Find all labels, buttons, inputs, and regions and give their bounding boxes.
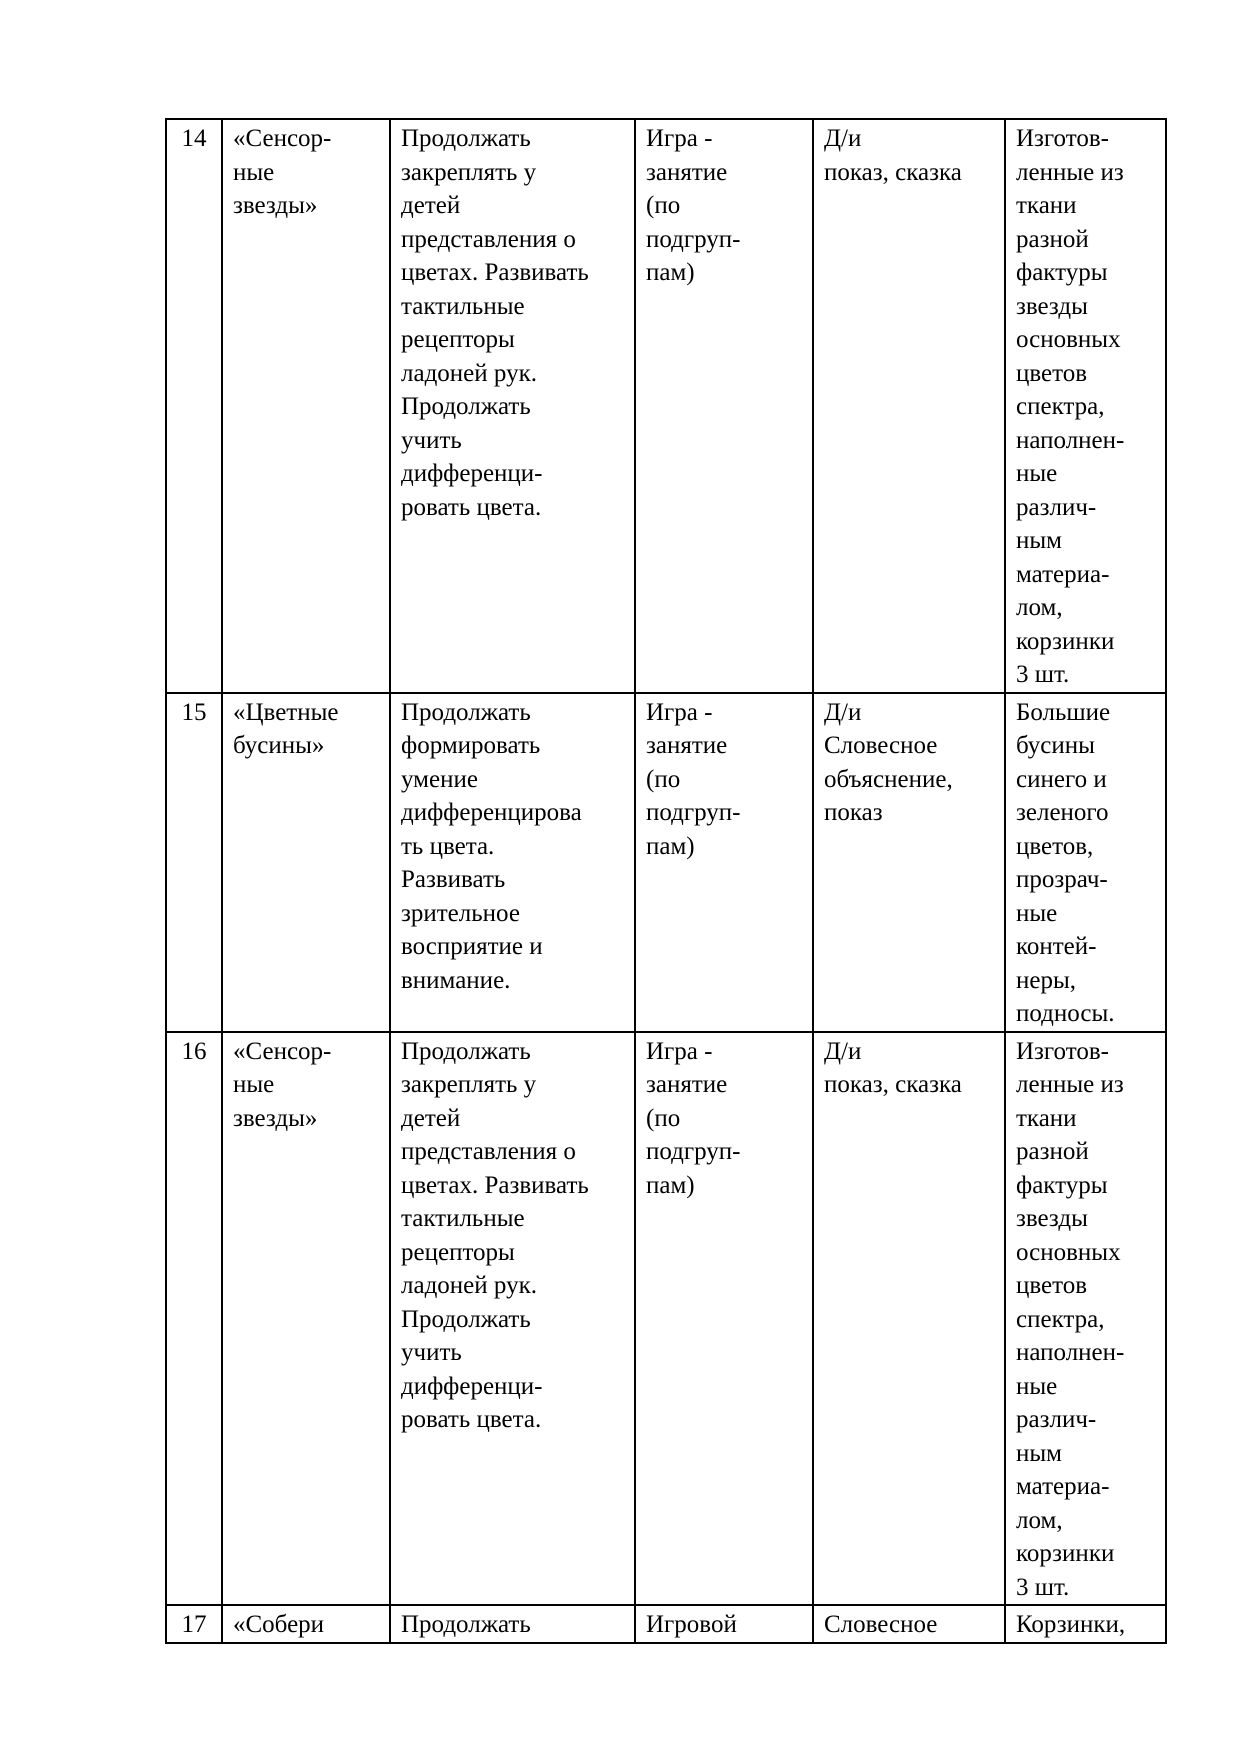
row-number: 14: [166, 119, 222, 693]
lesson-method: Д/и показ, сказка: [813, 1032, 1005, 1606]
table-row: [166, 119, 1166, 693]
lesson-title: «Собери: [222, 1605, 390, 1643]
lesson-materials: Изготов- ленные из ткани разной фактуры звезды основных цветов спектра, наполнен- ные различ- ным материа- лом, корзинки 3 шт.: [1005, 1032, 1166, 1606]
table-row: [166, 1605, 1166, 1643]
lesson-goal: Продолжать закреплять у детей представления о цветах. Развивать тактильные рецепторы ладоней рук. Продолжать учить дифференци- ровать цвета.: [390, 1032, 635, 1606]
lesson-title: «Сенсор- ные звезды»: [222, 119, 390, 693]
lesson-method: Д/и Словесное объяснение, показ: [813, 693, 1005, 1032]
lesson-materials: Корзинки,: [1005, 1605, 1166, 1643]
lesson-title: «Цветные бусины»: [222, 693, 390, 1032]
row-number: 15: [166, 693, 222, 1032]
lesson-method: Д/и показ, сказка: [813, 119, 1005, 693]
lesson-goal: Продолжать закреплять у детей представления о цветах. Развивать тактильные рецепторы ладоней рук. Продолжать учить дифференци- ровать цвета.: [390, 119, 635, 693]
lesson-goal: Продолжать: [390, 1605, 635, 1643]
lesson-form: Игра - занятие (по подгруп- пам): [635, 1032, 813, 1606]
lesson-method: Словесное: [813, 1605, 1005, 1643]
lesson-form: Игра - занятие (по подгруп- пам): [635, 119, 813, 693]
row-number: 16: [166, 1032, 222, 1606]
lesson-materials: Большие бусины синего и зеленого цветов, прозрач- ные контей- неры, подносы.: [1005, 693, 1166, 1032]
lesson-materials: Изготов- ленные из ткани разной фактуры звезды основных цветов спектра, наполнен- ные различ- ным материа- лом, корзинки 3 шт.: [1005, 119, 1166, 693]
lesson-goal: Продолжать формировать умение дифференцирова ть цвета. Развивать зрительное восприятие и внимание.: [390, 693, 635, 1032]
lesson-form: Игра - занятие (по подгруп- пам): [635, 693, 813, 1032]
table-row: [166, 693, 1166, 1032]
lesson-title: «Сенсор- ные звезды»: [222, 1032, 390, 1606]
lesson-form: Игровой: [635, 1605, 813, 1643]
lesson-plan-table: [165, 118, 1167, 1644]
table-row: [166, 1032, 1166, 1606]
row-number: 17: [166, 1605, 222, 1643]
